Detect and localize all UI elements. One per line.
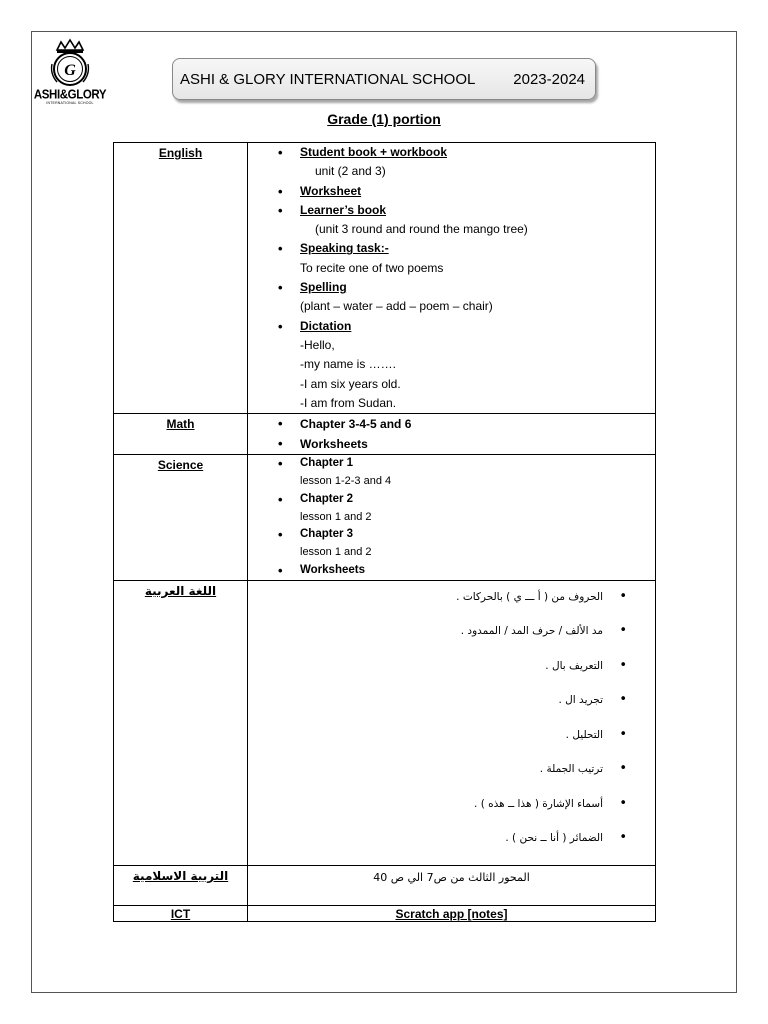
english-line-item: unit (2 and 3)	[315, 164, 386, 179]
science-line-item: • Chapter 1	[248, 455, 655, 473]
ict-row	[114, 905, 656, 921]
science-line-item: lesson 1 and 2	[300, 546, 372, 559]
subject-arabic: اللغة العربية	[114, 580, 248, 865]
arabic-line-item: • مد الألف / حرف المد / الممدود .	[248, 623, 655, 658]
math-line-item: • Worksheets	[248, 434, 655, 454]
science-line-item: • Worksheets	[248, 562, 655, 580]
arabic-line-item: • الضمائر ( أنا ــ نحن ) .	[248, 830, 655, 865]
english-line-item: -my name is …….	[300, 357, 397, 372]
svg-text:G: G	[64, 62, 76, 79]
subject-math: Math	[114, 414, 248, 455]
arabic-line-item: • تجريد ال .	[248, 692, 655, 727]
english-line-item: -I am from Sudan.	[300, 395, 397, 410]
header-banner	[172, 58, 596, 100]
academic-year: 2023-2024	[513, 70, 585, 88]
arabic-line-item: • التعريف بال .	[248, 658, 655, 693]
portion-table	[113, 142, 656, 922]
science-line-item: lesson 1-2-3 and 4	[300, 474, 392, 487]
logo-subtitle: INTERNATIONAL SCHOOL	[46, 101, 94, 105]
arabic-line-item: • أسماء الإشارة ( هذا ــ هذه ) .	[248, 796, 655, 831]
english-line-item: (plant – water – add – poem – chair)	[300, 299, 493, 314]
science-line-item: lesson 1 and 2	[300, 510, 372, 523]
logo-wordmark: ASHI&GLORY	[33, 88, 107, 102]
math-content	[248, 414, 656, 455]
english-line-item: • Student book + workbook	[248, 143, 655, 162]
subject-english: English	[114, 143, 248, 414]
english-line-item: • Speaking task:-	[248, 239, 655, 258]
english-content	[248, 143, 656, 414]
science-line-item: • Chapter 3	[248, 526, 655, 544]
arabic-content	[248, 580, 656, 865]
ict-content: Scratch app [notes]	[248, 905, 656, 921]
english-row	[114, 143, 656, 414]
islamic-row	[114, 865, 656, 905]
grade-title: Grade (1) portion	[327, 111, 441, 127]
subject-science: Science	[114, 455, 248, 581]
science-line-item: • Chapter 2	[248, 491, 655, 509]
math-list	[248, 414, 655, 454]
english-line-item: To recite one of two poems	[300, 260, 444, 275]
school-name: ASHI & GLORY INTERNATIONAL SCHOOL	[180, 70, 476, 88]
science-row	[114, 455, 656, 581]
english-line-item: • Worksheet	[248, 182, 655, 201]
arabic-line-item: • التحليل .	[248, 727, 655, 762]
arabic-row	[114, 580, 656, 865]
english-line-item: • Dictation	[248, 317, 655, 336]
islamic-content: المحور الثالث من ص7 الي ص 40	[248, 865, 656, 905]
math-line-item: • Chapter 3-4-5 and 6	[248, 414, 655, 434]
english-list	[248, 143, 655, 413]
arabic-list	[248, 589, 655, 865]
math-row	[114, 414, 656, 455]
science-list	[248, 455, 655, 580]
arabic-line-item: • ترتيب الجملة .	[248, 761, 655, 796]
arabic-line-item: • الحروف من ( أ ـــ ي ) بالحركات .	[248, 589, 655, 624]
english-line-item: • Spelling	[248, 278, 655, 297]
english-line-item: (unit 3 round and round the mango tree)	[315, 222, 528, 237]
science-content	[248, 455, 656, 581]
english-line-item: • Learner’s book	[248, 201, 655, 220]
english-line-item: -I am six years old.	[300, 376, 401, 391]
subject-islamic: التربية الاسلامية	[114, 865, 248, 905]
subject-ict: ICT	[114, 905, 248, 921]
english-line-item: -Hello,	[300, 337, 335, 352]
school-logo	[32, 38, 108, 118]
crest-icon	[48, 38, 92, 88]
